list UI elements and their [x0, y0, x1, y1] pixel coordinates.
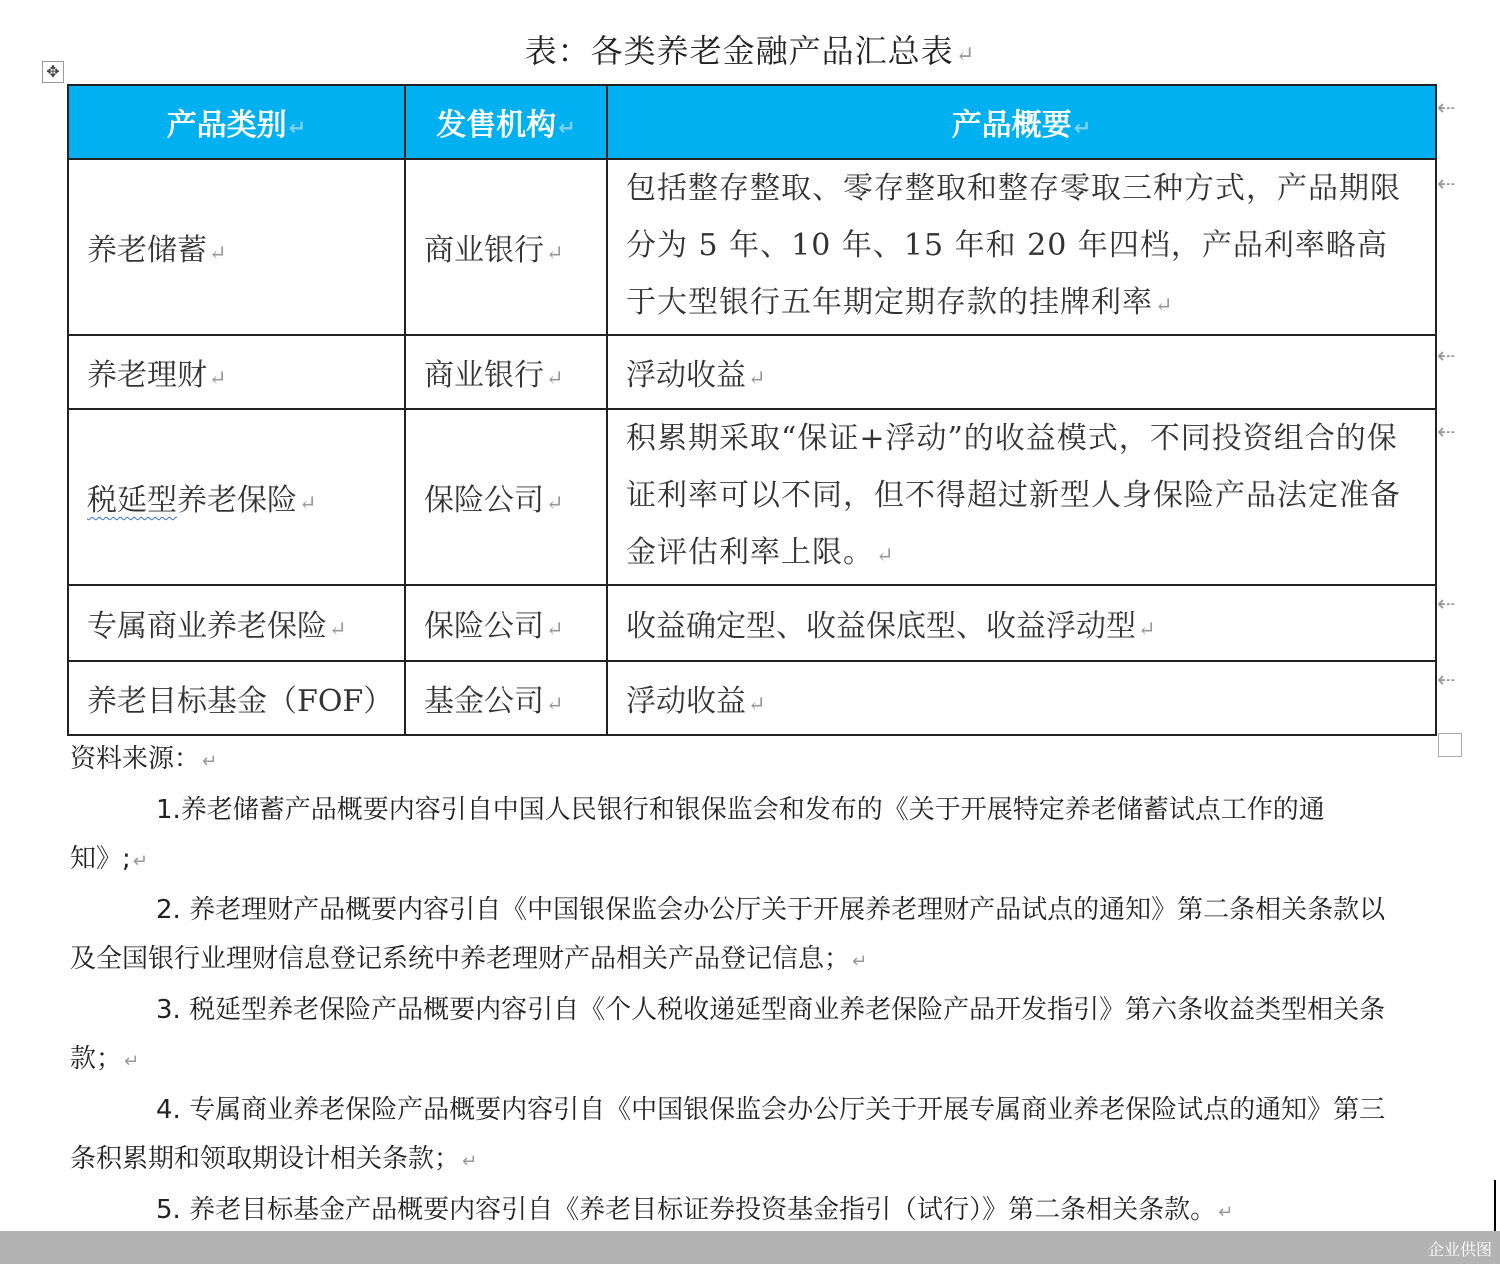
table-row	[68, 335, 1436, 409]
cell-summary[interactable]: 积累期采取“保证+浮动”的收益模式，不同投资组合的保证利率可以不同，但不得超过新型人身保险产品法定准备金评估利率上限。↵	[607, 409, 1436, 585]
table-row	[68, 159, 1436, 335]
cell-summary[interactable]: 收益确定型、收益保底型、收益浮动型↵	[607, 585, 1436, 661]
row-end-mark: ⇠	[1437, 420, 1456, 445]
source-item: 4. 专属商业养老保险产品概要内容引自《中国银保监会办公厅关于开展专属商业养老保险试点的通知》第三条积累期和领取期设计相关条款； ↵	[70, 1095, 1386, 1174]
cell-category[interactable]: 养老储蓄↵	[68, 159, 405, 335]
source-item: 3. 税延型养老保险产品概要内容引自《个人税收递延型商业养老保险产品开发指引》第六条收益类型相关条款； ↵	[70, 995, 1386, 1074]
cell-summary[interactable]: 浮动收益↵	[607, 335, 1436, 409]
cell-issuer[interactable]: 基金公司↵	[405, 661, 607, 735]
sources-label: 资料来源： ↵	[70, 744, 218, 774]
products-table	[67, 84, 1437, 736]
row-end-mark: ⇠	[1437, 96, 1456, 121]
cell-issuer[interactable]: 商业银行↵	[405, 159, 607, 335]
column-header-category: 产品类别↵	[68, 85, 405, 159]
row-end-mark: ⇠	[1437, 344, 1456, 369]
table-move-handle-icon[interactable]: ✥	[42, 61, 64, 83]
text-cursor	[1494, 1180, 1496, 1235]
watermark: 企业供图	[1427, 1240, 1492, 1259]
footer-bar	[0, 1231, 1500, 1264]
cell-issuer[interactable]: 保险公司↵	[405, 409, 607, 585]
table-row	[68, 661, 1436, 735]
source-item: 1.养老储蓄产品概要内容引自中国人民银行和银保监会和发布的《关于开展特定养老储蓄试点工作的通知》; ↵	[70, 795, 1325, 874]
document-title: 表：各类养老金融产品汇总表↵	[524, 32, 976, 70]
column-header-issuer: 发售机构↵	[405, 85, 607, 159]
cell-issuer[interactable]: 保险公司↵	[405, 585, 607, 661]
cell-summary[interactable]: 包括整存整取、零存整取和整存零取三种方式，产品期限分为 5 年、10 年、15 年和 20 年四档，产品利率略高于大型银行五年期定期存款的挂牌利率↵	[607, 159, 1436, 335]
table-resize-handle[interactable]	[1438, 733, 1462, 757]
cell-summary[interactable]: 浮动收益↵	[607, 661, 1436, 735]
table-header-row	[68, 85, 1436, 159]
cell-issuer[interactable]: 商业银行↵	[405, 335, 607, 409]
source-item: 2. 养老理财产品概要内容引自《中国银保监会办公厅关于开展养老理财产品试点的通知》第二条相关条款以及全国银行业理财信息登记系统中养老理财产品相关产品登记信息； ↵	[70, 895, 1386, 974]
cell-category[interactable]: 专属商业养老保险↵	[68, 585, 405, 661]
source-item: 5. 养老目标基金产品概要内容引自《养老目标证券投资基金指引（试行）》第二条相关条款。 ↵	[156, 1195, 1234, 1225]
row-end-mark: ⇠	[1437, 668, 1456, 693]
column-header-summary: 产品概要↵	[607, 85, 1436, 159]
cell-category[interactable]: 税延型养老保险↵	[68, 409, 405, 585]
row-end-mark: ⇠	[1437, 172, 1456, 197]
table-row	[68, 409, 1436, 585]
table-row	[68, 585, 1436, 661]
cell-category[interactable]: 养老目标基金（FOF）	[68, 661, 405, 735]
cell-category[interactable]: 养老理财↵	[68, 335, 405, 409]
row-end-mark: ⇠	[1437, 592, 1456, 617]
sources-notes	[70, 735, 1390, 1237]
spellcheck-underline: 税延型	[87, 483, 177, 518]
